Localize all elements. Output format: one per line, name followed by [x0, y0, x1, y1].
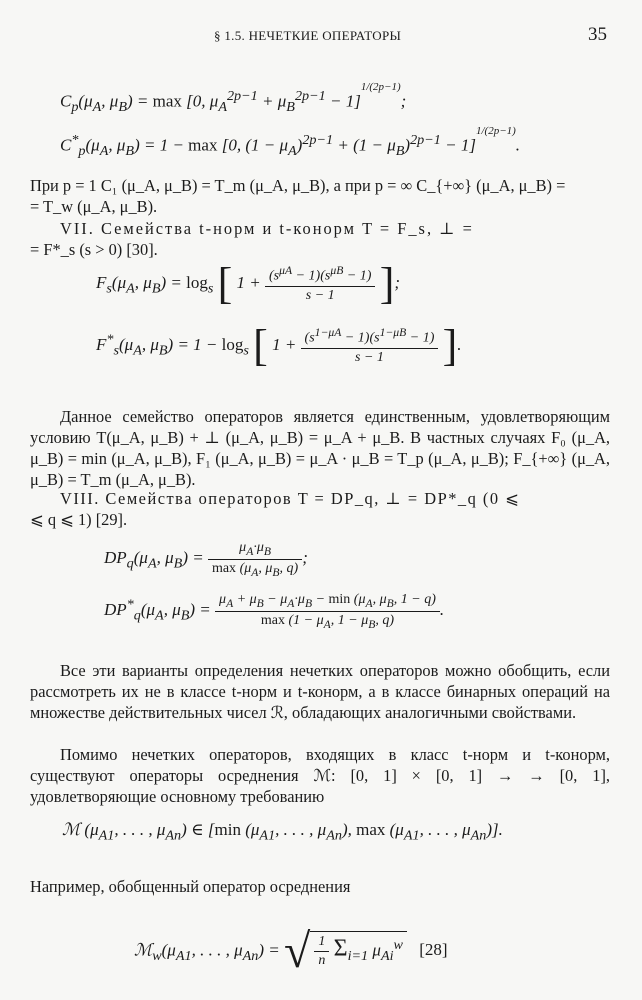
heading-vii-cont: = F*_s (s > 0) [30].: [30, 240, 158, 259]
formula-m-bounds: ℳ ($\mu_{A1}$, . . . , $\mu_{An}$) ∈ [min ($\mu_{A1}$, . . . , $\mu_{An}$), $\max (\mu_{A1}$, . . . , $\mu_{An}$)].: [62, 820, 503, 844]
formula-f-s: $F_s(\mu_A$, $\mu_B) = \log_s$ [ 1 + $\frac{(s^{\mu A} - 1)(s^{\mu B} - 1)}{s - 1}$ ];: [96, 259, 401, 308]
section-title: § 1.5. НЕЧЕТКИЕ ОПЕРАТОРЫ: [214, 28, 402, 43]
paragraph-example: Например, обобщенный оператор осреднения: [30, 877, 351, 896]
paragraph-family-unique: Данное семейство операторов является единственным, удовлетворяющим условию T(μ_A, μ_B) + ⊥ (μ_A, μ_B) = μ_A + μ_B. В частных случаях F₀ (μ_A, μ_B) = min (μ_A, μ_B), F₁ (μ_A, μ_B) = μ_A · μ_B = T_p (μ_A, μ_B); F_{+∞} (μ_A, μ_B) = T_m (μ_A, μ_B).: [30, 407, 610, 489]
formula-m-w: $ℳ_w(\mu_{A1}$, . . . , $\mu_{An}$) = √ $\frac{1}{n}$ $\Sigma_{i=1}$ $\mu_{Ai}^w$ [28]: [134, 925, 448, 978]
heading-vii: VII. Семейства t-норм и t-конорм T = F_s, ⊥ =: [60, 219, 474, 238]
heading-viii: VIII. Семейства операторов T = DP_q, ⊥ = DP*_q (0 ⩽: [60, 489, 521, 508]
formula-dp-q-star: $DP^*_q(\mu_A$, $\mu_B$) = $\frac{\mu_A + \mu_B - \mu_A\cdot\mu_B - \min (\mu_A, \mu_B, 1 - q)}{\max (1 - \mu_A, 1 - \mu_B, q)}$ .: [104, 592, 445, 631]
formula-f-s-star: $F^*_s(\mu_A$, $\mu_B) = 1 - \log_s$ [ 1 + $\frac{(s^{1-\mu A} - 1)(s^{1-\mu B} - 1)}{s - 1}$ ].: [96, 321, 462, 370]
heading-viii-cont: ⩽ q ⩽ 1) [29].: [30, 510, 128, 529]
formula-c-p-star: $C^*_p(\mu_A$, $\mu_B) = 1 - \max [0$, $(1 - \mu_A)^{2p-1} + (1 - \mu_B)^{2p-1} - 1]^{1/(2p-1)}$.: [60, 125, 521, 160]
running-header: [0, 22, 642, 50]
formula-dp-q: $DP_q(\mu_A$, $\mu_B$) = $\frac{\mu_A\cdot\mu_B}{\max (\mu_A, \mu_B, q)}$ ;: [104, 540, 308, 579]
page-number: 35: [588, 24, 607, 45]
formula-c-p: $C_p(\mu_A$, $\mu_B) = \max [0$, $\mu_A^{2p-1} + \mu_B^{2p-1} - 1]^{1/(2p-1)}$;: [60, 81, 407, 116]
paragraph-p-cases: При p = 1 C₁ (μ_A, μ_B) = T_m (μ_A, μ_B), а при p = ∞ C_{+∞} (μ_A, μ_B) = = T_w (μ_A, μ_B).: [30, 176, 566, 216]
paragraph-generalize: Все эти варианты определения нечетких операторов можно обобщить, если рассмотреть их не в классе t-норм и t-конорм, а в классе бинарных операций на множестве действительных чисел ℛ, обладающих аналогичными свойствами.: [30, 661, 610, 722]
paragraph-averaging: Помимо нечетких операторов, входящих в класс t-норм и t-конорм, существуют операторы осреднения ℳ: [0, 1] × [0, 1] → → [0, 1], удовлетворяющие основному требованию: [30, 745, 610, 806]
